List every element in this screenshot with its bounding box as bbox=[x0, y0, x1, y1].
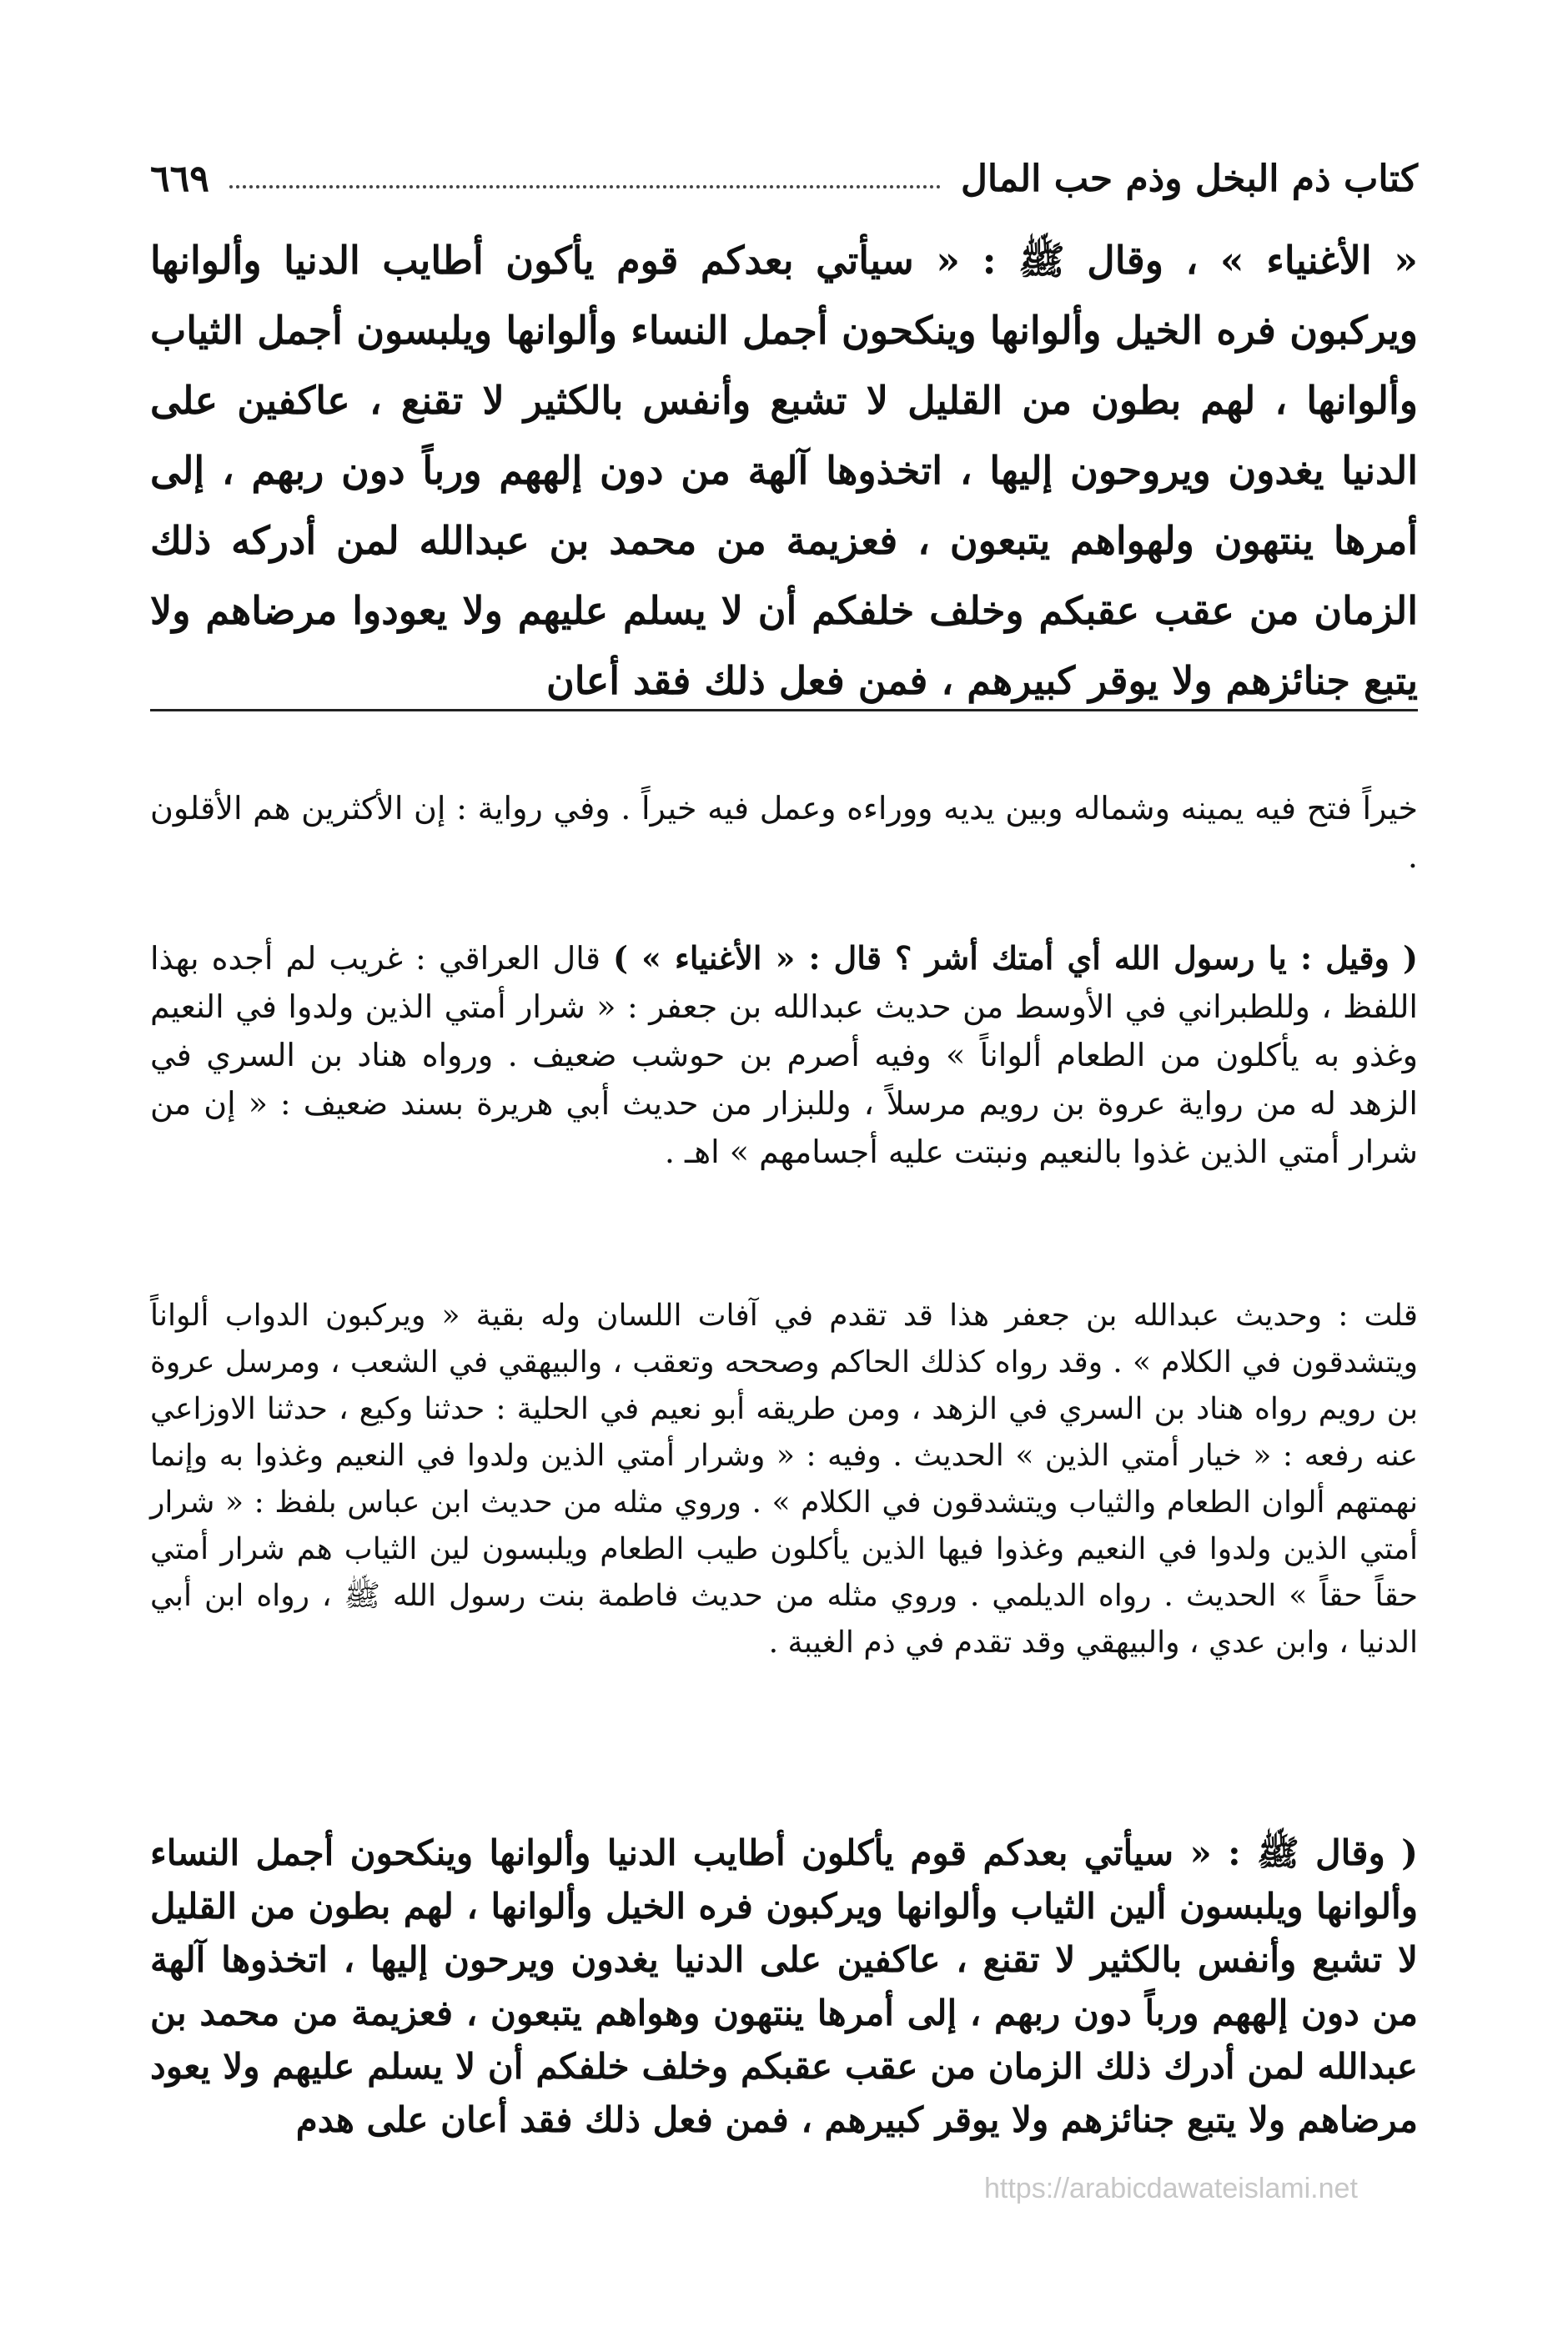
book-page bbox=[150, 108, 1418, 2277]
page-header bbox=[150, 125, 1418, 200]
page-number: ٦٦٩ bbox=[150, 158, 209, 200]
footnote-divider bbox=[150, 709, 1418, 711]
main-paragraph: « الأغنياء » ، وقال ﷺ : « سيأتي بعدكم قوم يأكون أطايب الدنيا وألوانها ويركبون فره الخيل وألوانها وينكحون أجمل النساء وألوانها ويلبسون أجمل الثياب وألوانها ، لهم بطون من القليل لا تشبع وأنفس بالكثير لا تقنع ، عاكفين على الدنيا يغدون ويروحون إليها ، اتخذوها آلهة من دون إلههم ورباً دون ربهم ، إلى أمرها ينتهون ولهواهم يتبعون ، فعزيمة من محمد بن عبدالله لمن أدركه ذلك الزمان من عقب عقبكم وخلف خلفكم أن لا يسلم عليهم ولا يعودوا مرضاهم ولا يتبع جنائزهم ولا يوقر كبيرهم ، فمن فعل ذلك فقد أعان bbox=[150, 238, 1418, 703]
quoted-text: ( وقيل : يا رسول الله أي أمتك أشر ؟ قال : « الأغنياء » ) bbox=[612, 939, 1418, 977]
main-text-block bbox=[150, 225, 1418, 716]
footnote-paragraph: ( وقال ﷺ : « سيأتي بعدكم قوم يأكلون أطايب الدنيا وألوانها وينكحون أجمل النساء وألوانها ويلبسون ألين الثياب وألوانها ويركبون فره الخيل وألوانها ، لهم بطون من القليل لا تشبع وأنفس بالكثير لا تقنع ، عاكفين على الدنيا يغدون ويرحون إليها ، اتخذوها آلهة من دون إلههم ورباً دون ربهم ، إلى أمرها ينتهون وهواهم يتبعون ، فعزيمة من محمد بن عبدالله لمن أدرك ذلك الزمان من عقب عقبكم وخلف خلفكم أن لا يسلم عليهم ولا يعود مرضاهم ولا يتبع جنائزهم ولا يوقر كبيرهم ، فمن فعل ذلك فقد أعان على هدم bbox=[150, 1832, 1418, 2140]
footnote-continuation bbox=[150, 784, 1418, 881]
footnote-paragraph: خيراً فتح فيه يمينه وشماله وبين يديه ووراءه وعمل فيه خيراً . وفي رواية : إن الأكثرين هم الأقلون . bbox=[150, 790, 1418, 875]
footnote-paragraph bbox=[150, 934, 1418, 1176]
footnote-commentary-3 bbox=[150, 1827, 1418, 2147]
footnote-commentary-2 bbox=[150, 1293, 1418, 1666]
footnote-paragraph: قلت : وحديث عبدالله بن جعفر هذا قد تقدم في آفات اللسان وله بقية « ويركبون الدواب ألواناً ويتشدقون في الكلام » . وقد رواه كذلك الحاكم وصححه وتعقب ، والبيهقي في الشعب ، ومرسل عروة بن رويم رواه هناد بن السري في الزهد ، ومن طريقه أبو نعيم في الحلية : حدثنا وكيع ، حدثنا الاوزاعي عنه رفعه : « خيار أمتي الذين » الحديث . وفيه : « وشرار أمتي الذين ولدوا في النعيم وغذوا به وإنما نهمتهم ألوان الطعام والثياب ويتشدقون في الكلام » . وروي مثله من حديث ابن عباس بلفظ : « شرار أمتي الذين ولدوا في النعيم وغذوا فيها الذين يأكلون طيب الطعام ويلبسون لين الثياب هم شرار أمتي حقاً حقاً » الحديث . رواه الديلمي . وروي مثله من حديث فاطمة بنت رسول الله ﷺ ، رواه ابن أبي الدنيا ، وابن عدي ، والبيهقي وقد تقدم في ذم الغيبة . bbox=[150, 1299, 1419, 1660]
footnote-commentary-1 bbox=[150, 934, 1418, 1176]
running-head-title: كتاب ذم البخل وذم حب المال bbox=[960, 158, 1418, 200]
commentary-text: قال العراقي : غريب لم أجده بهذا اللفظ ، وللطبراني في الأوسط من حديث عبدالله بن جعفر : « شرار أمتي الذين ولدوا في النعيم وغذو به يأكلون من الطعام ألواناً » وفيه أصرم بن حوشب ضعيف . ورواه هناد بن السري في الزهد له من رواية عروة بن رويم مرسلاً ، وللبزار من حديث أبي هريرة بسند ضعيف : « إن من شرار أمتي الذين غذوا بالنعيم ونبتت عليه أجسامهم » اهـ . bbox=[150, 940, 1418, 1170]
leader-dots bbox=[229, 177, 941, 188]
watermark-url: https://arabicdawateislami.net bbox=[984, 2173, 1358, 2204]
